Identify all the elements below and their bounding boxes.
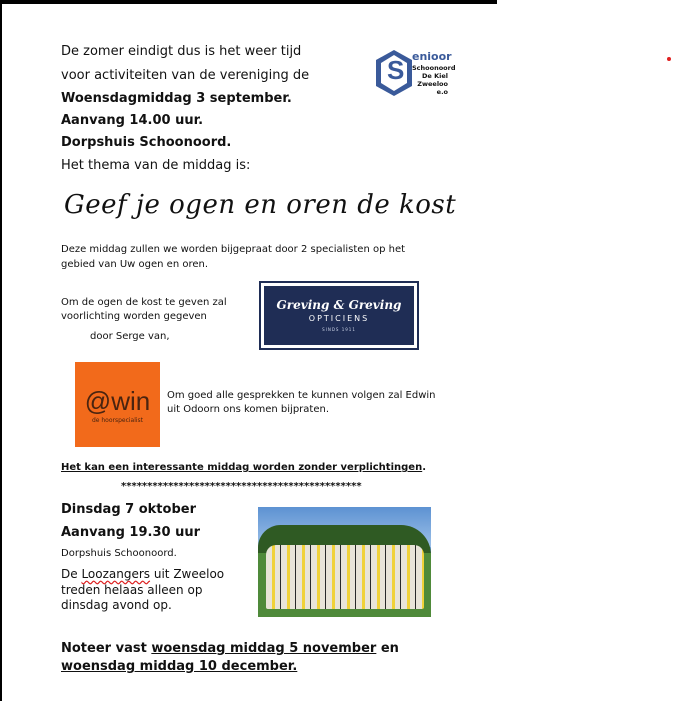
event-location: Dorpshuis Schoonoord.: [61, 135, 232, 150]
eyes-line-3: door Serge van,: [90, 331, 170, 342]
footer-december: woensdag middag 10 december.: [61, 659, 298, 674]
footer-c: en: [376, 641, 399, 656]
senioor-mark: S: [387, 55, 405, 85]
note-end: .: [422, 462, 427, 473]
left-border: [0, 0, 2, 701]
awin-logo: [75, 362, 160, 447]
awin-name: @win: [84, 386, 151, 416]
footer-a: Noteer vast: [61, 641, 152, 656]
eyes-line-2: voorlichting worden gegeven: [61, 311, 207, 322]
description-line-2: gebied van Uw ogen en oren.: [61, 259, 209, 270]
event-date: Woensdagmiddag 3 september.: [61, 91, 292, 106]
senioor-name: enioor: [412, 50, 452, 63]
october-line-1a: De: [61, 567, 82, 581]
senioor-sub-2: De Kiel: [422, 72, 448, 80]
october-location: Dorpshuis Schoonoord.: [61, 548, 177, 559]
footer-line-2: [61, 656, 297, 678]
october-line-2: treden helaas alleen op: [61, 583, 203, 597]
senioor-sub-1: Schoonoord: [412, 64, 456, 72]
top-border: [0, 0, 497, 4]
ears-line-2: uit Odoorn ons komen bijpraten.: [167, 404, 330, 415]
october-line-1: [61, 567, 224, 582]
intro-line-1: De zomer eindigt dus is het weer tijd: [61, 44, 302, 59]
october-line-1c: uit Zweeloo: [150, 567, 225, 581]
october-line-3: dinsdag avond op.: [61, 598, 172, 612]
choir-group-photo: [258, 507, 431, 617]
greving-sub: OPTICIENS: [308, 314, 370, 323]
greving-opticiens-logo: [261, 283, 417, 348]
theme-title: Geef je ogen en oren de kost: [64, 190, 457, 220]
greving-name: Greving & Greving: [276, 298, 402, 312]
description-line-1: Deze middag zullen we worden bijgepraat door 2 specialisten op het: [61, 244, 406, 255]
eyes-line-1: Om de ogen de kost te geven zal: [61, 297, 227, 308]
separator: **********************************************: [121, 481, 362, 492]
awin-sub: de hoorspecialist: [91, 417, 144, 424]
october-date: Dinsdag 7 oktober: [61, 502, 196, 517]
senioor-sub-3: Zweeloo e.o: [417, 80, 448, 96]
red-dot-marker: [667, 57, 671, 61]
ears-line-1: Om goed alle gesprekken te kunnen volgen zal Edwin: [167, 390, 436, 401]
note-text: Het kan een interessante middag worden zonder verplichtingen: [61, 462, 423, 473]
greving-since: SINDS 1911: [322, 327, 356, 332]
intro-line-2: voor activiteiten van de vereniging de: [61, 68, 310, 83]
event-start: Aanvang 14.00 uur.: [61, 113, 204, 128]
footer-november: woensdag middag 5 november: [151, 641, 377, 656]
october-start: Aanvang 19.30 uur: [61, 525, 200, 540]
note-line: [61, 461, 426, 475]
theme-intro: Het thema van de middag is:: [61, 158, 251, 173]
loozangers: Loozangers: [81, 567, 151, 581]
